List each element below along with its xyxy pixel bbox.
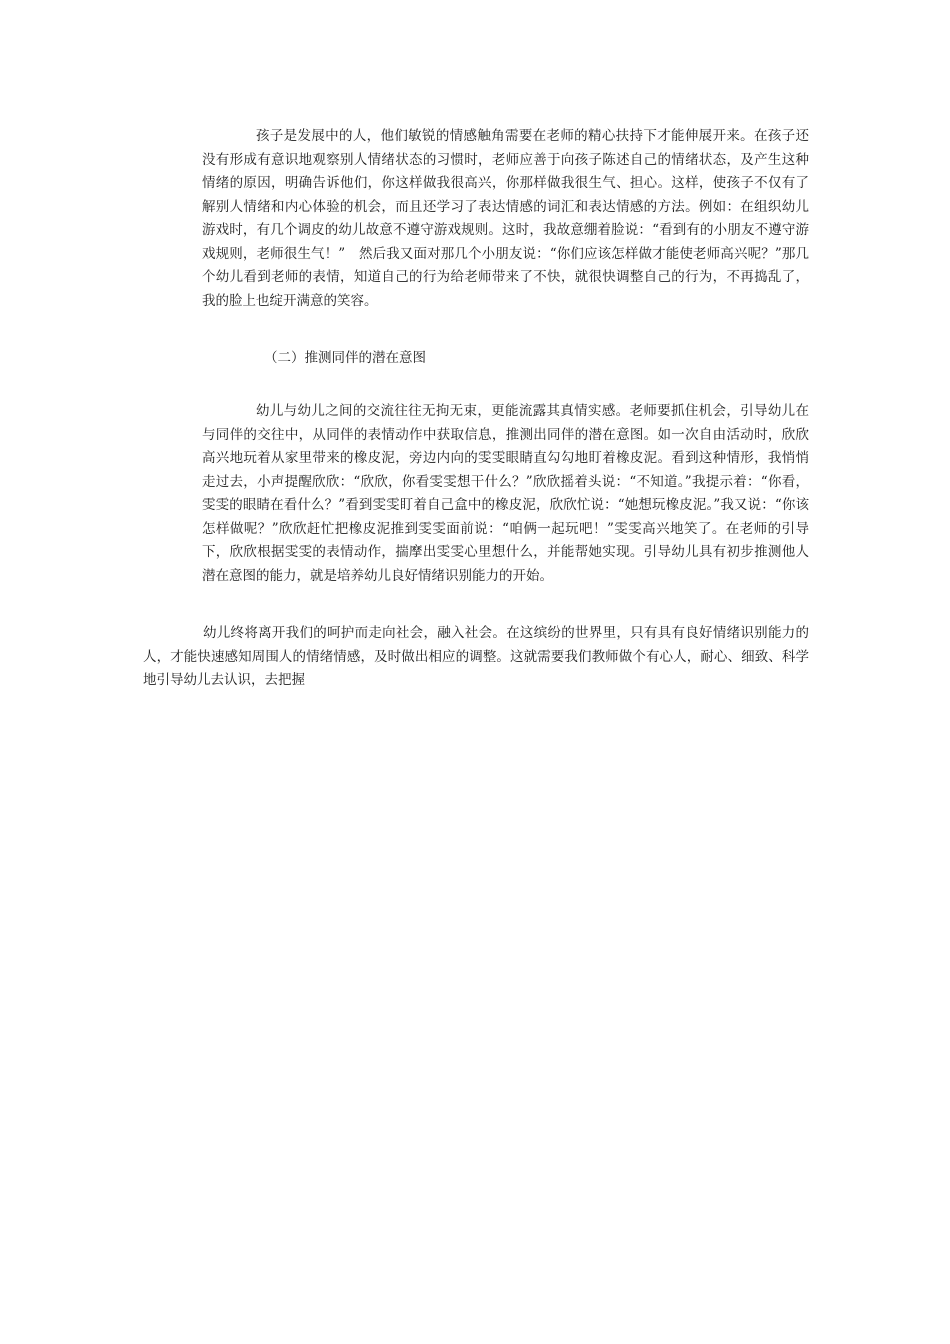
section-heading: （二）推测同伴的潜在意图 xyxy=(264,350,426,366)
body-paragraph-3: 幼儿终将离开我们的呵护而走向社会，融入社会。在这缤纷的世界里，只有具有良好情绪识别能力的人，才能快速感知周围人的情绪情感，及时做出相应的调整。这就需要我们教师做个有心人，耐心、细致、科学地引导幼儿去认识，去把握 xyxy=(143,625,809,688)
body-paragraph-1: 孩子是发展中的人，他们敏锐的情感触角需要在老师的精心扶持下才能伸展开来。在孩子还没有形成有意识地观察别人情绪状态的习惯时，老师应善于向孩子陈述自己的情绪状态，及产生这种情绪的原因，明确告诉他们，你这样做我很高兴，你那样做我很生气、担心。这样，使孩子不仅有了解别人情绪和内心体验的机会，而且还学习了表达情感的词汇和表达情感的方法。例如：在组织幼儿游戏时，有几个调皮的幼儿故意不遵守游戏规则。这时，我故意绷着脸说：“看到有的小朋友不遵守游戏规则，老师很生气！” 然后我又面对那几个小朋友说：“你们应该怎样做才能使老师高兴呢？”那几个幼儿看到老师的表情，知道自己的行为给老师带来了不快，就很快调整自己的行为，不再捣乱了，我的脸上也绽开满意的笑容。 xyxy=(202,128,809,309)
body-paragraph-2: 幼儿与幼儿之间的交流往往无拘无束，更能流露其真情实感。老师要抓住机会，引导幼儿在与同伴的交往中，从同伴的表情动作中获取信息，推测出同伴的潜在意图。如一次自由活动时，欣欣高兴地玩着从家里带来的橡皮泥，旁边内向的雯雯眼睛直勾勾地盯着橡皮泥。看到这种情形，我悄悄走过去，小声提醒欣欣：“欣欣，你看雯雯想干什么？”欣欣摇着头说：“不知道。”我提示着：“你看，雯雯的眼睛在看什么？”看到雯雯盯着自己盒中的橡皮泥，欣欣忙说：“她想玩橡皮泥。”我又说：“你该怎样做呢？”欣欣赶忙把橡皮泥推到雯雯面前说：“咱俩一起玩吧！”雯雯高兴地笑了。在老师的引导下，欣欣根据雯雯的表情动作，揣摩出雯雯心里想什么，并能帮她实现。引导幼儿具有初步推测他人潜在意图的能力，就是培养幼儿良好情绪识别能力的开始。 xyxy=(202,403,809,584)
